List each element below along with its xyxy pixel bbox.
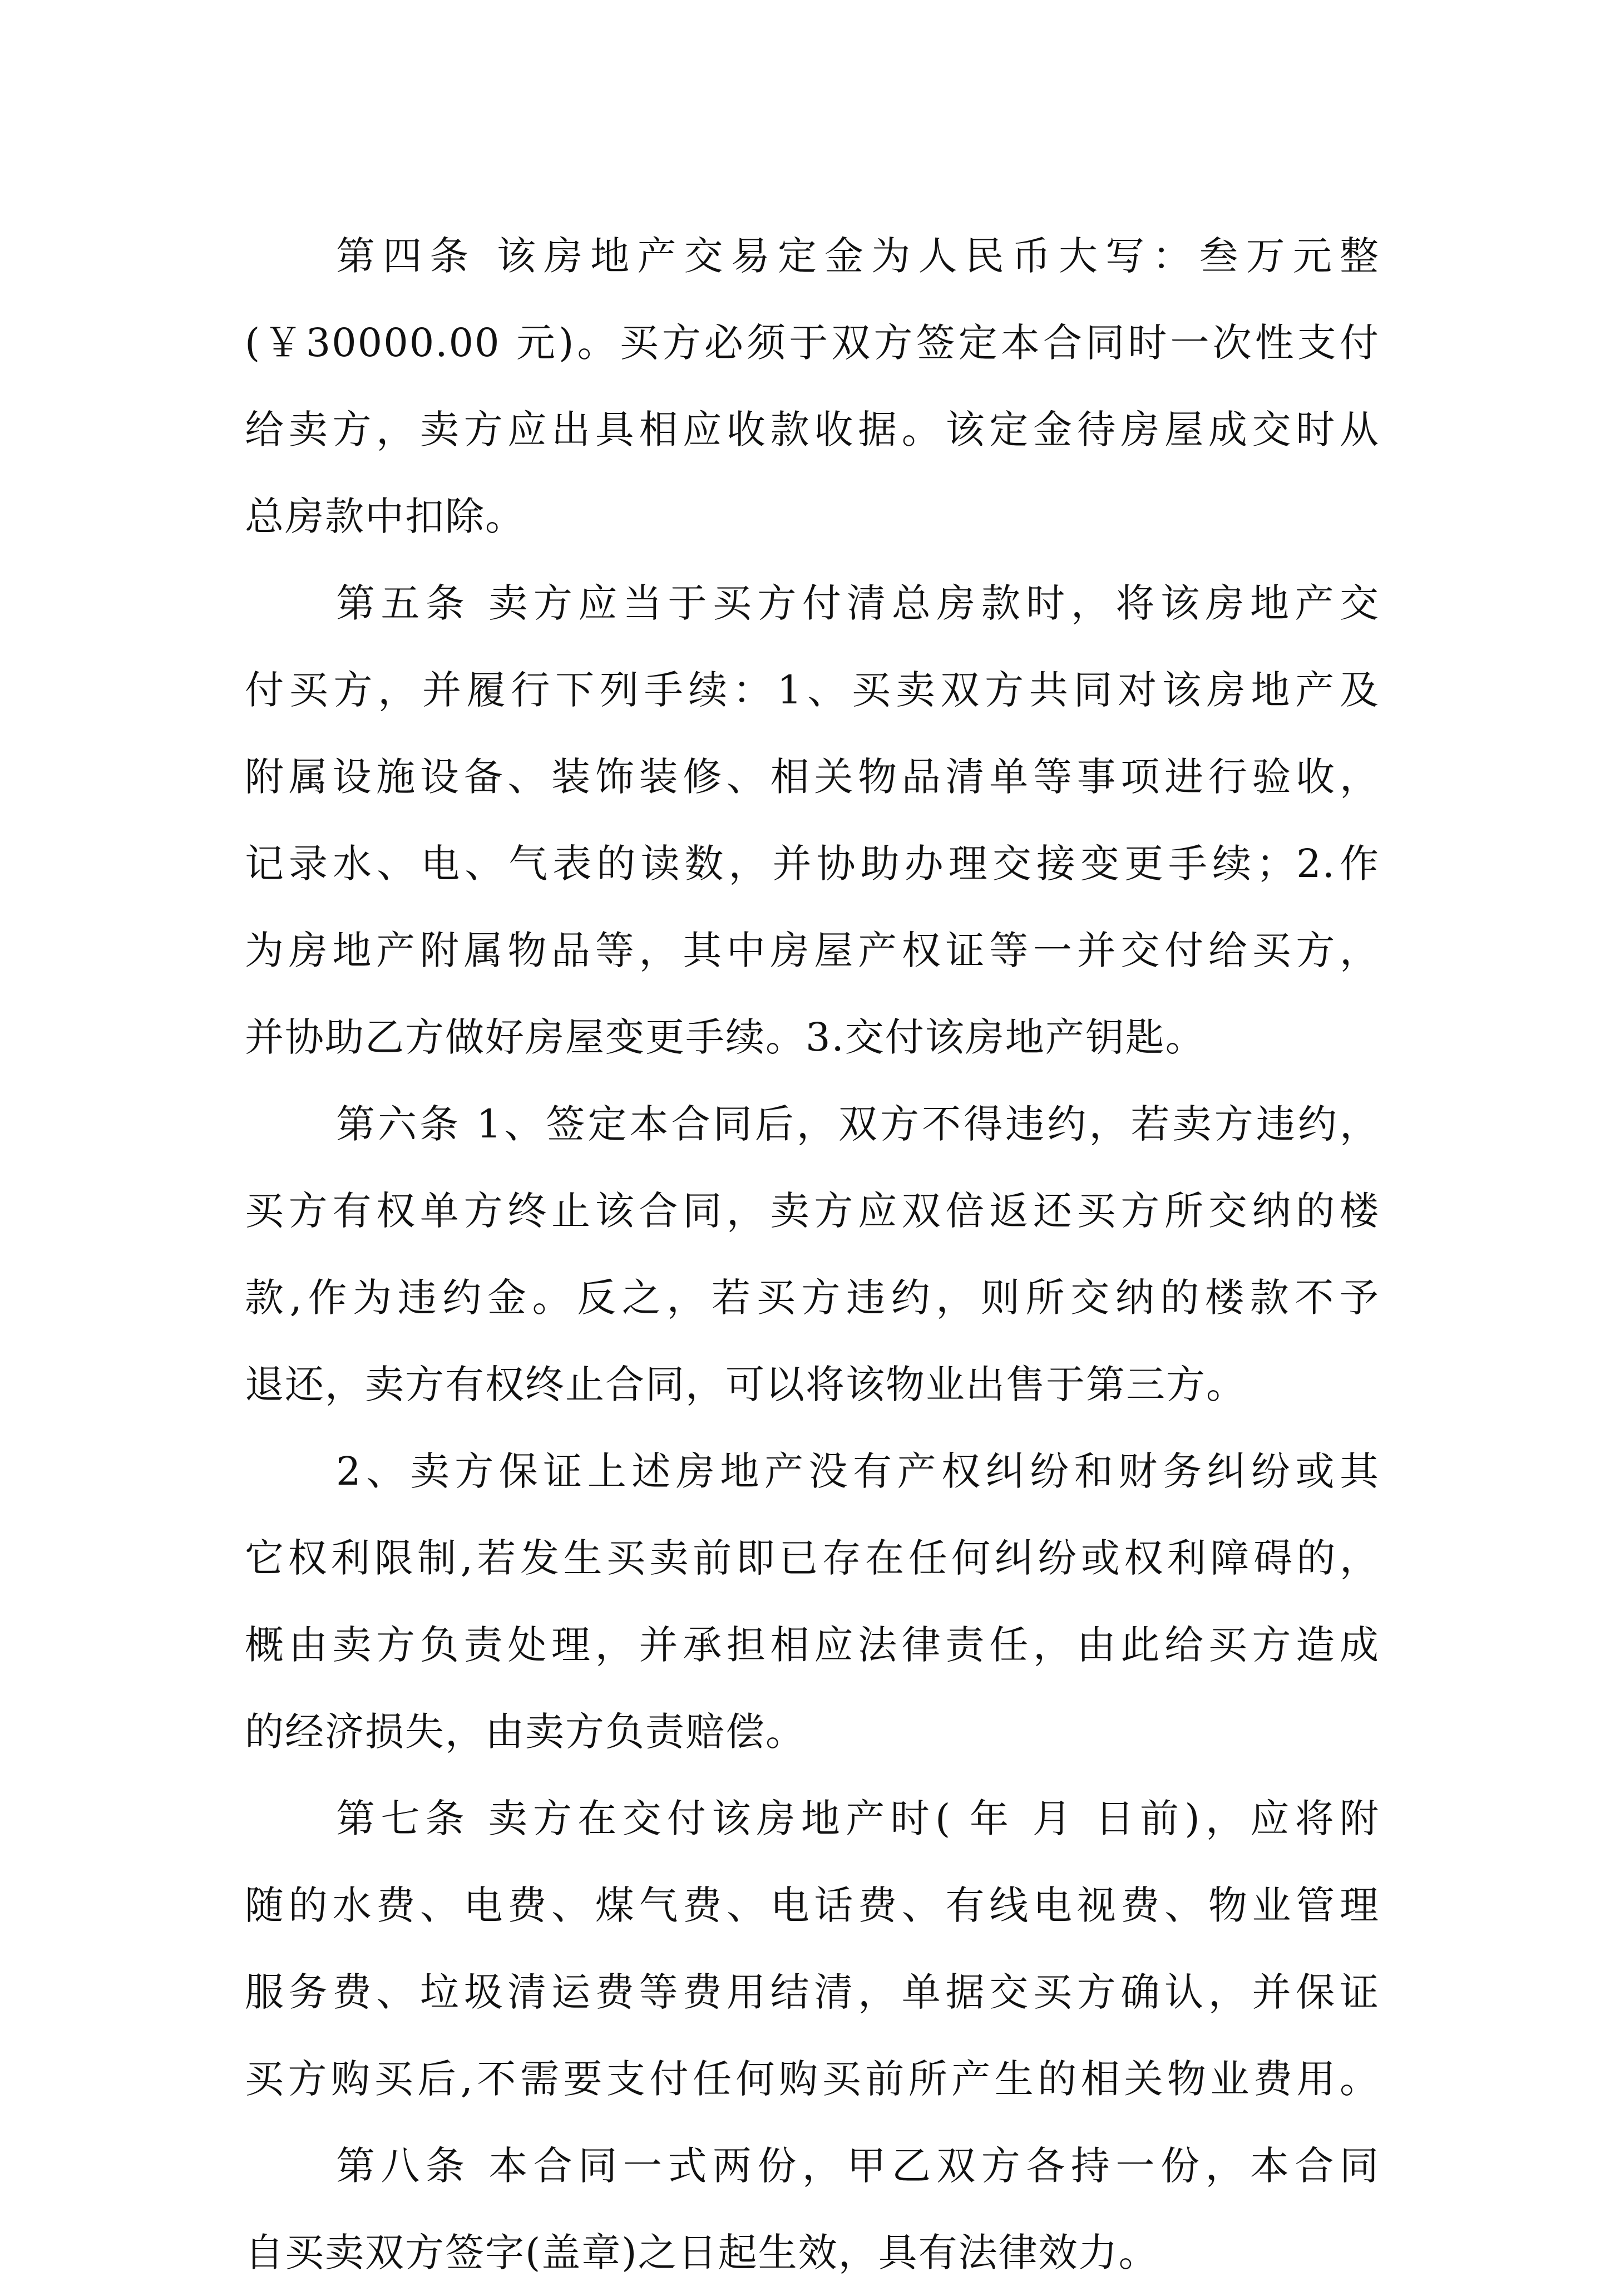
article-6-line-4: 退还，卖方有权终止合同，可以将该物业出售于第三方。 [245, 1362, 1246, 1407]
article-5-line-3: 附属设施设备、装饰装修、相关物品清单等事项进行验收， [245, 754, 1380, 800]
document-body [245, 213, 1380, 2296]
article-6-line-1: 第六条 1、签定本合同后，双方不得违约，若卖方违约， [336, 1101, 1380, 1147]
article-5-line-1: 第五条 卖方应当于买方付清总房款时，将该房地产交 [336, 580, 1380, 626]
article-5-line-2: 付买方，并履行下列手续：1、买卖双方共同对该房地产及 [245, 667, 1380, 713]
article-6-line-2: 买方有权单方终止该合同，卖方应双倍返还买方所交纳的楼 [245, 1188, 1380, 1234]
article-7-line-4: 买方购买后,不需要支付任何购买前所产生的相关物业费用。 [245, 2056, 1380, 2102]
article-8-line-2: 自买卖双方签字(盖章)之日起生效，具有法律效力。 [245, 2230, 1159, 2275]
article-6-line-3: 款,作为违约金。反之，若买方违约，则所交纳的楼款不予 [245, 1275, 1380, 1321]
article-6-clause-2-line-1: 2、卖方保证上述房地产没有产权纠纷和财务纠纷或其 [336, 1448, 1380, 1494]
article-6-clause-2-line-3: 概由卖方负责处理，并承担相应法律责任，由此给买方造成 [245, 1622, 1380, 1668]
article-5-line-6: 并协助乙方做好房屋变更手续。3.交付该房地产钥匙。 [245, 1014, 1206, 1060]
article-7-line-3: 服务费、垃圾清运费等费用结清，单据交买方确认，并保证 [245, 1969, 1380, 2015]
article-4-line-1: 第四条 该房地产交易定金为人民币大写：叁万元整 [336, 233, 1380, 279]
article-5-line-5: 为房地产附属物品等，其中房屋产权证等一并交付给买方， [245, 928, 1380, 973]
article-8-line-1: 第八条 本合同一式两份，甲乙双方各持一份，本合同 [336, 2143, 1380, 2189]
article-6-clause-2-line-2: 它权利限制,若发生买卖前即已存在任何纠纷或权利障碍的， [245, 1535, 1380, 1581]
article-5-line-4: 记录水、电、气表的读数，并协助办理交接变更手续；2.作 [245, 841, 1380, 886]
article-4-line-4: 总房款中扣除。 [245, 494, 525, 539]
article-6-clause-2-line-4: 的经济损失，由卖方负责赔偿。 [245, 1709, 806, 1755]
article-4-line-3: 给卖方，卖方应出具相应收款收据。该定金待房屋成交时从 [245, 407, 1380, 452]
article-7-line-1: 第七条 卖方在交付该房地产时( 年 月 日前)，应将附 [336, 1796, 1380, 1841]
article-4-line-2: (￥30000.00 元)。买方必须于双方签定本合同时一次性支付 [245, 320, 1380, 366]
article-7-line-2: 随的水费、电费、煤气费、电话费、有线电视费、物业管理 [245, 1883, 1380, 1928]
